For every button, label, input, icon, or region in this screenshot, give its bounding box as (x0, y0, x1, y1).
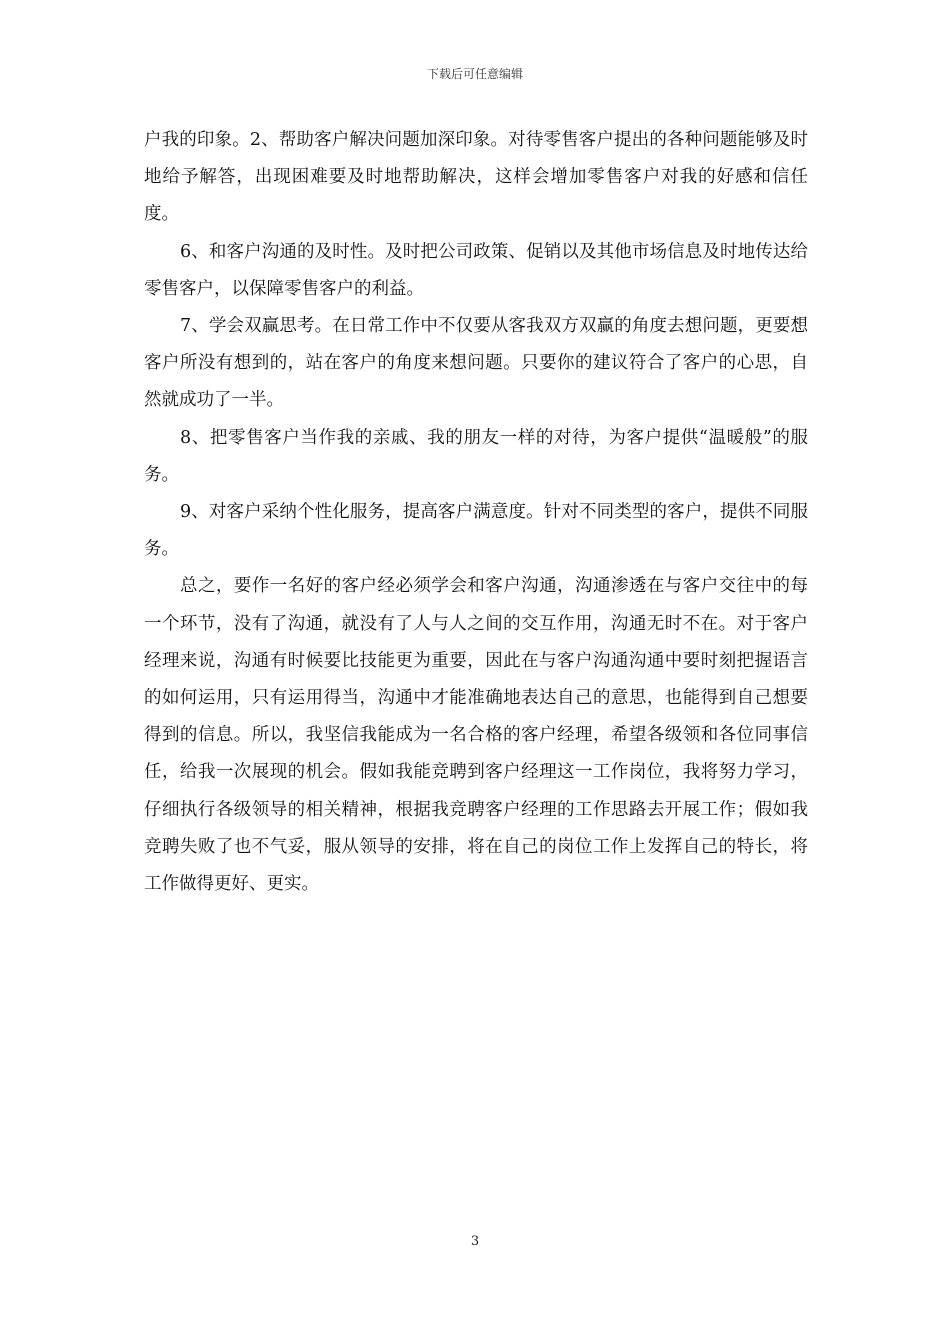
page-header: 下载后可任意编辑 (426, 67, 523, 81)
paragraph-item-9: 9、对客户采纳个性化服务，提高客户满意度。针对不同类型的客户，提供不同服务。 (144, 502, 808, 560)
document-body (144, 122, 808, 903)
paragraph-item-6: 6、和客户沟通的及时性。及时把公司政策、促销以及其他市场信息及时地传达给零售客户，以保障零售客户的利益。 (144, 241, 808, 299)
paragraph-summary: 总之，要作一名好的客户经必须学会和客户沟通，沟通渗透在与客户交往中的每一个环节，没有了沟通，就没有了人与人之间的交互作用，沟通无时不在。对于客户经理来说，沟通有时候要比技能更为重要，因此在与客户沟通沟通中要时刻把握语言的如何运用，只有运用得当，沟通中才能准确地表达自己的意思，也能得到自己想要得到的信息。所以，我坚信我能成为一名合格的客户经理，希望各级领和各位同事信任，给我一次展现的机会。假如我能竞聘到客户经理这一工作岗位，我将努力学习，仔细执行各级领导的相关精神，根据我竞聘客户经理的工作思路去开展工作；假如我竞聘失败了也不气妥，服从领导的安排，将在自己的岗位工作上发挥自己的特长，将工作做得更好、更实。 (144, 576, 808, 895)
paragraph-item-7: 7、学会双赢思考。在日常工作中不仅要从客我双方双赢的角度去想问题，更要想客户所没有想到的，站在客户的角度来想问题。只要你的建议符合了客户的心思，自然就成功了一半。 (144, 316, 808, 411)
paragraph-continuation: 户我的印象。2、帮助客户解决问题加深印象。对待零售客户提出的各种问题能够及时地给予解答，出现困难要及时地帮助解决，这样会增加零售客户对我的好感和信任度。 (144, 130, 808, 225)
paragraph-item-8: 8、把零售客户当作我的亲戚、我的朋友一样的对待，为客户提供“温暖般”的服务。 (144, 427, 808, 485)
page-number: 3 (470, 1234, 480, 1249)
